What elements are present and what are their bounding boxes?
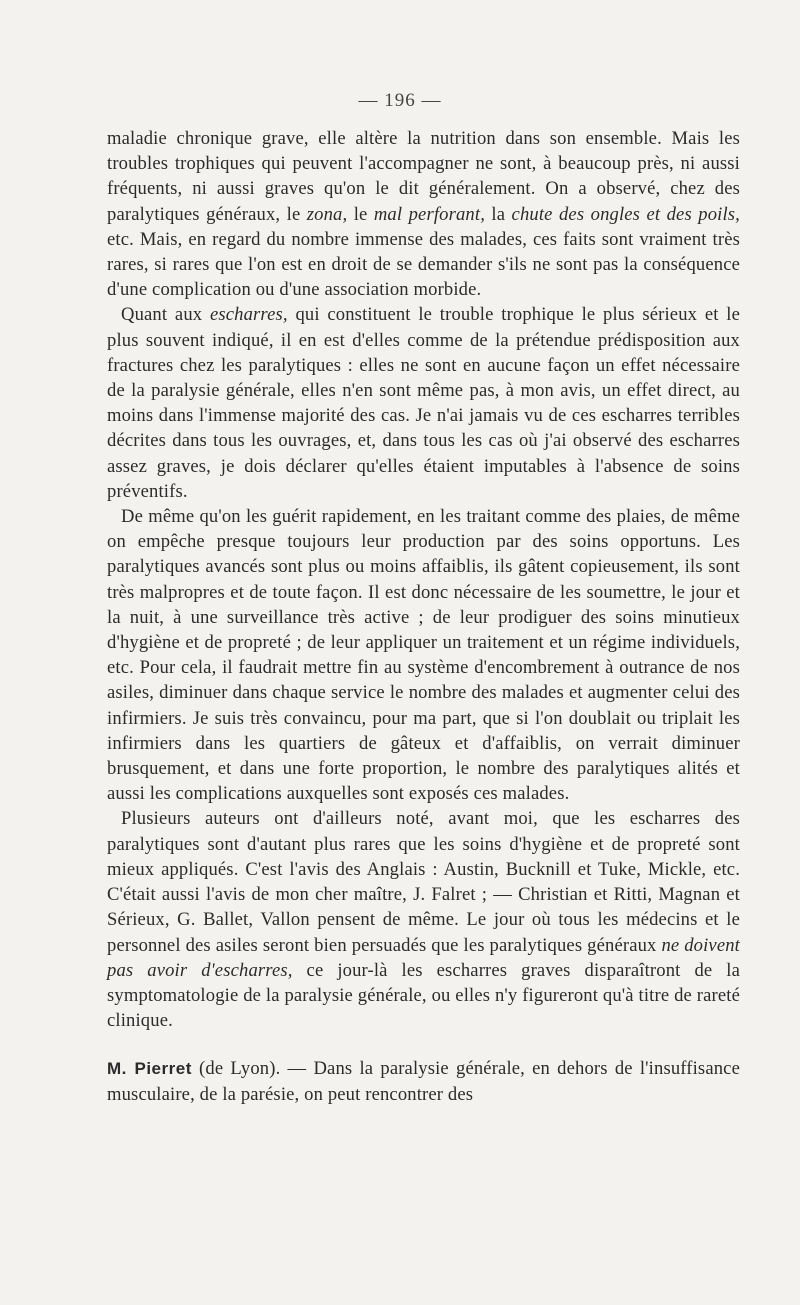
text-segment: etc. Mais, en regard du nombre immense des malades, ces faits sont vraiment très rares, si rares que l'on est en droit de se demander s'ils ne sont pas la conséquence d'une complication ou d'une association morbide. (107, 228, 740, 301)
italic-text: ne doivent pas avoir d'escharres, (107, 934, 740, 981)
paragraph-1 (107, 126, 740, 302)
paragraph-4 (107, 806, 740, 1033)
text-segment: qui constituent le trouble trophique le plus sérieux et le plus souvent indiqué, il en est d'elles comme de la prétendue prédisposition aux fractures chez les paralytiques : elles ne sont en aucune façon un effet nécessaire de la paralysie générale, elles n'en sont même pas, à mon avis, un effet direct, au moins dans l'immense majorité des cas. Je n'ai jamais vu de ces escharres terribles décrites dans tous les ouvrages, et, dans tous les cas où j'ai observé des escharres assez graves, je dois déclarer qu'elles étaient imputables à l'absence de soins préventifs. (107, 304, 740, 502)
text-segment: ce jour-là les escharres graves disparaîtront de la symptomatologie de la paralysie générale, ou elles n'y figureront qu'à titre de rareté clinique. (107, 959, 741, 1032)
italic-text: escharres, (209, 304, 288, 326)
text-segment: la (485, 203, 512, 225)
italic-text: chute des ongles et des poils, (511, 203, 740, 225)
text-segment: le (347, 203, 374, 225)
closing-paragraph (107, 1056, 740, 1106)
closing-text: (de Lyon). — Dans la paralysie générale, en dehors de l'insuffisance musculaire, de la parésie, on peut rencontrer des (107, 1058, 740, 1105)
speaker-name: M. Pierret (107, 1059, 192, 1079)
paragraph-3 (107, 504, 740, 806)
paragraph-2 (107, 302, 740, 504)
text-segment: Quant aux (121, 304, 210, 326)
text-segment: maladie chronique grave, elle altère la nutrition dans son ensemble. Mais les troubles trophiques qui peuvent l'accompagner ne sont, à beaucoup près, ni aussi fréquents, ni aussi graves qu'on le dit généralement. On a observé, chez des paralytiques généraux, le (107, 128, 740, 225)
text-segment: Plusieurs auteurs ont d'ailleurs noté, avant moi, que les escharres des paralytiques sont d'autant plus rares que les soins d'hygiène et de propreté sont mieux appliqués. C'est l'avis des Anglais : Austin, Bucknill et Tuke, Mickle, etc. C'était aussi l'avis de mon cher maître, J. Falret ; — Christian et Ritti, Magnan et Sérieux, G. Ballet, Vallon pensent de même. Le jour où tous les médecins et le personnel des asiles seront bien persuadés que les paralytiques généraux (107, 808, 740, 956)
text-segment: De même qu'on les guérit rapidement, en les traitant comme des plaies, de même on empêche presque toujours leur production par des soins opportuns. Les paralytiques avancés sont plus ou moins affaiblis, ils gâtent copieusement, ils sont très malpropres et de toute façon. Il est donc nécessaire de les soumettre, le jour et la nuit, à une surveillance très active ; de leur prodiguer des soins minutieux d'hygiène et de propreté ; de leur appliquer un traitement et un régime individuels, etc. Pour cela, il faudrait mettre fin au système d'encombrement à outrance de nos asiles, diminuer dans chaque service le nombre des malades et augmenter celui des infirmiers. Je suis très convaincu, pour ma part, que si l'on doublait ou triplait les infirmiers dans les quartiers de gâteux et d'affaiblis, on verrait diminuer brusquement, et dans une forte proportion, le nombre des paralytiques alités et aussi les complications auxquelles sont exposés ces malades. (107, 506, 740, 805)
page-number: — 196 — (358, 90, 442, 111)
body-text (107, 126, 740, 1107)
italic-text: zona, (306, 203, 348, 225)
italic-text: mal perforant, (373, 203, 485, 225)
